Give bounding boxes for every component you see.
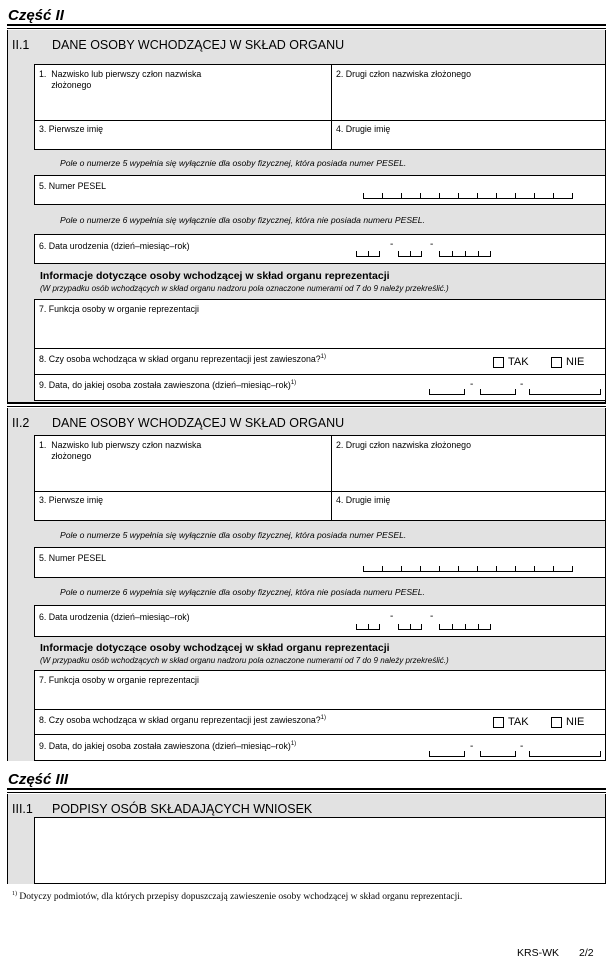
tak-label: TAK [508, 356, 529, 368]
date-separator: - [390, 239, 394, 250]
field-label: 3. Pierwsze imię [39, 495, 104, 505]
field-label: 6. Data urodzenia (dzień–miesiąc–rok) [39, 612, 190, 622]
section-iii-1 [7, 794, 606, 884]
field-label: 7. Funkcja osoby w organie reprezentacji [39, 304, 199, 314]
info-title: Informacje dotyczące osoby wchodzącej w skład organu reprezentacji [40, 270, 390, 282]
function-field[interactable] [34, 670, 606, 710]
day-combs [356, 251, 380, 257]
field-label: 1. Nazwisko lub pierwszy człon nazwiska złożonego [39, 69, 202, 90]
tak-checkbox[interactable] [493, 717, 504, 728]
signatures-field[interactable] [34, 817, 606, 884]
field-label: 1. Nazwisko lub pierwszy człon nazwiska złożonego [39, 440, 202, 461]
section-title: PODPISY OSÓB SKŁADAJĄCYCH WNIOSEK [52, 802, 313, 816]
part-title: Część III [8, 771, 69, 788]
date-separator: - [470, 741, 474, 752]
suspended-field [34, 709, 606, 735]
section-title: DANE OSOBY WCHODZĄCEJ W SKŁAD ORGANU [52, 416, 345, 430]
field-label: 8. Czy osoba wchodząca w skład organu reprezentacji jest zawieszona?$^{1)}$ [39, 353, 326, 364]
date-separator: - [390, 611, 394, 622]
section-title: DANE OSOBY WCHODZĄCEJ W SKŁAD ORGANU [52, 38, 345, 52]
field-label: 2. Drugi człon nazwiska złożonego [336, 69, 471, 79]
page-number: 2/2 [579, 947, 594, 959]
field-label: 4. Drugie imię [336, 124, 391, 134]
year-combs [439, 624, 491, 630]
surname-field[interactable] [34, 64, 332, 121]
section-header [8, 30, 605, 58]
rule [7, 24, 606, 26]
pesel-combs [363, 193, 573, 199]
month-combs [480, 751, 516, 757]
birthdate-note: Pole o numerze 6 wypełnia się wyłącznie dla osoby fizycznej, która nie posiada numeru PESEL. [60, 215, 425, 225]
second-surname-field[interactable] [331, 435, 606, 492]
birthdate-note: Pole o numerze 6 wypełnia się wyłącznie dla osoby fizycznej, która nie posiada numeru PESEL. [60, 587, 425, 597]
pesel-field[interactable] [34, 175, 606, 205]
nie-label: NIE [566, 356, 585, 368]
day-combs [429, 751, 465, 757]
pesel-note: Pole o numerze 5 wypełnia się wyłącznie dla osoby fizycznej, która posiada numer PESEL. [60, 158, 407, 168]
footnote: $^{1)}$ Dotyczy podmiotów, dla których przepisy dopuszczają zawieszenie osoby wchodzącej w skład organu reprezentacji. [12, 891, 463, 903]
section-ii-2 [7, 408, 606, 761]
day-combs [356, 624, 380, 630]
section-ii-1 [7, 30, 606, 402]
date-separator: - [430, 611, 434, 622]
birthdate-field[interactable] [34, 234, 606, 264]
field-label: 9. Data, do jakiej osoba została zawieszona (dzień–miesiąc–rok)$^{1)}$ [39, 379, 297, 390]
section-number: II.2 [12, 416, 30, 430]
field-label: 2. Drugi człon nazwiska złożonego [336, 440, 471, 450]
second-surname-field[interactable] [331, 64, 606, 121]
nie-checkbox[interactable] [551, 717, 562, 728]
second-name-field[interactable] [331, 120, 606, 150]
field-label: 5. Numer PESEL [39, 181, 106, 191]
suspension-date-field[interactable] [34, 374, 606, 401]
info-subtitle: (W przypadku osób wchodzących w skład organu nadzoru pola oznaczone numerami od 7 do 9 należy przekreślić.) [40, 656, 449, 665]
section-header [8, 408, 605, 436]
rule [7, 788, 606, 790]
form-code: KRS-WK [517, 947, 559, 959]
rule [7, 406, 606, 407]
month-combs [480, 389, 516, 395]
month-combs [398, 251, 422, 257]
date-separator: - [520, 741, 524, 752]
field-label: 9. Data, do jakiej osoba została zawieszona (dzień–miesiąc–rok)$^{1)}$ [39, 740, 297, 751]
birthdate-field[interactable] [34, 605, 606, 637]
month-combs [398, 624, 422, 630]
year-combs [529, 751, 601, 757]
date-separator: - [430, 239, 434, 250]
suspension-date-field[interactable] [34, 734, 606, 761]
pesel-note: Pole o numerze 5 wypełnia się wyłącznie dla osoby fizycznej, która posiada numer PESEL. [60, 530, 407, 540]
date-separator: - [470, 379, 474, 390]
field-label: 7. Funkcja osoby w organie reprezentacji [39, 675, 199, 685]
pesel-field[interactable] [34, 547, 606, 578]
info-subtitle: (W przypadku osób wchodzących w skład organu nadzoru pola oznaczone numerami od 7 do 9 należy przekreślić.) [40, 284, 449, 293]
suspended-field [34, 348, 606, 375]
first-name-field[interactable] [34, 491, 332, 521]
day-combs [429, 389, 465, 395]
year-combs [439, 251, 491, 257]
section-number: II.1 [12, 38, 30, 52]
field-label: 5. Numer PESEL [39, 553, 106, 563]
field-label: 6. Data urodzenia (dzień–miesiąc–rok) [39, 241, 190, 251]
tak-checkbox[interactable] [493, 357, 504, 368]
first-name-field[interactable] [34, 120, 332, 150]
rule [7, 28, 606, 29]
field-label: 3. Pierwsze imię [39, 124, 104, 134]
function-field[interactable] [34, 299, 606, 349]
field-label: 8. Czy osoba wchodząca w skład organu reprezentacji jest zawieszona?$^{1)}$ [39, 714, 326, 725]
field-label: 4. Drugie imię [336, 495, 391, 505]
info-title: Informacje dotyczące osoby wchodzącej w skład organu reprezentacji [40, 642, 390, 654]
section-number: III.1 [12, 802, 33, 816]
surname-field[interactable] [34, 435, 332, 492]
rule [7, 792, 606, 793]
nie-label: NIE [566, 716, 585, 728]
part-title: Część II [8, 7, 64, 24]
tak-label: TAK [508, 716, 529, 728]
year-combs [529, 389, 601, 395]
date-separator: - [520, 379, 524, 390]
pesel-combs [363, 566, 573, 572]
second-name-field[interactable] [331, 491, 606, 521]
nie-checkbox[interactable] [551, 357, 562, 368]
rule [7, 402, 606, 404]
